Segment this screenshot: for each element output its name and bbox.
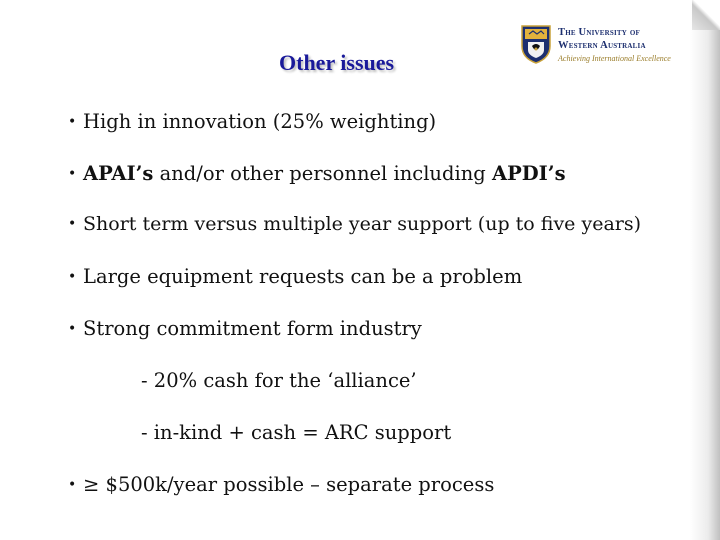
bullet-6: [68, 473, 494, 496]
bullet-marker: •: [68, 216, 77, 232]
bullet-1-text: High in innovation (25% weighting): [83, 110, 437, 133]
bullet-1: [68, 110, 436, 133]
bullet-marker: •: [68, 477, 77, 493]
bullet-3-text: Short term versus multiple year support (up to five years): [83, 213, 642, 235]
page-edge-shadow: [690, 0, 720, 540]
bullet-5-text: Strong commitment form industry: [83, 317, 422, 340]
bullet-2-bold-apdi: APDI’s: [491, 162, 566, 185]
sub-item-2: - in-kind + cash = ARC support: [141, 421, 452, 444]
bullet-2-bold-apai: APAI’s: [83, 162, 154, 185]
bullet-4-text: Large equipment requests can be a problem: [83, 265, 523, 288]
crest-icon: [520, 24, 552, 64]
logo-tagline: Achieving International Excellence: [558, 54, 671, 63]
bullet-3: [68, 213, 641, 235]
bullet-marker: •: [68, 321, 77, 337]
slide-title: Other issues: [279, 50, 395, 75]
logo-name-line1: The University of: [558, 27, 640, 38]
university-logo: [520, 24, 680, 70]
bullet-2: [68, 162, 566, 185]
bullet-marker: •: [68, 269, 77, 285]
bullet-6-text: ≥ $500k/year possible – separate process: [83, 473, 495, 496]
logo-name-line2: Western Australia: [558, 40, 646, 51]
bullet-2-text: and/or other personnel including: [153, 162, 492, 185]
page-curl: [692, 0, 720, 30]
bullet-4: [68, 265, 522, 288]
bullet-5: [68, 317, 422, 340]
bullet-marker: •: [68, 114, 77, 130]
bullet-marker: •: [68, 166, 77, 182]
sub-item-1: - 20% cash for the ‘alliance’: [141, 369, 417, 392]
